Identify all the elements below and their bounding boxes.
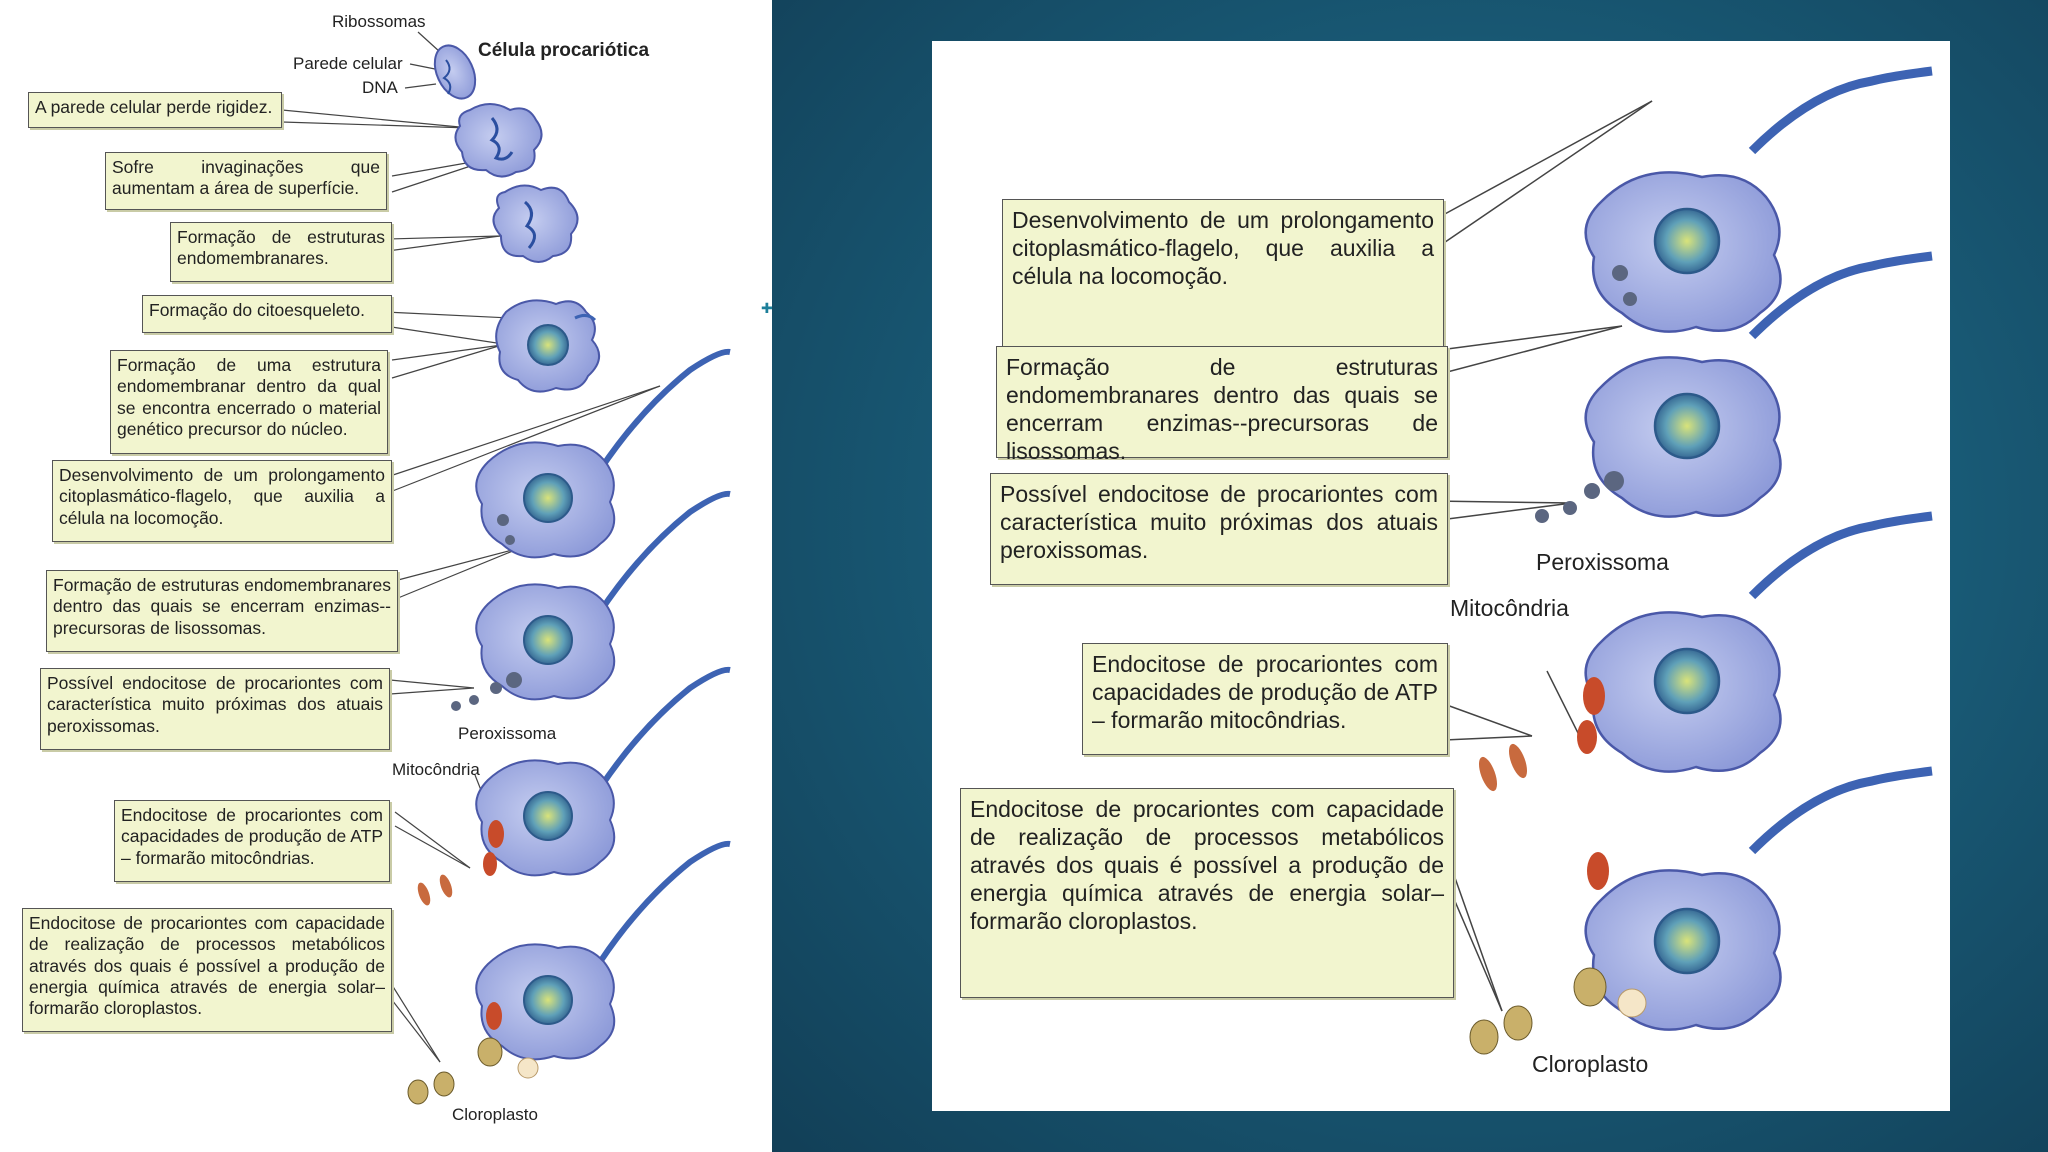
stage-5-cell <box>476 352 730 558</box>
right-label-chloroplast: Cloroplasto <box>1532 1051 1649 1077</box>
caption-cytoskeleton: Formação do citoesqueleto. <box>142 295 392 333</box>
caption-peroxisomes: Possível endocitose de procariontes com característica muito próximas dos atuais peroxissomas. <box>40 668 390 750</box>
label-mitochondria: Mitocôndria <box>392 760 480 779</box>
right-caption-chloroplasts: Endocitose de procariontes com capacidade de realização de processos metabólicos através dos quais é possível a produção de energia química através de energia solar–formarão cloroplastos. <box>960 788 1454 998</box>
caption-flagellum: Desenvolvimento de um prolongamento citoplasmático-flagelo, que auxilia a célula na locomoção. <box>52 460 392 542</box>
right-stage-chloroplast-cell <box>1470 771 1932 1054</box>
caption-wall-rigidity: A parede celular perde rigidez. <box>28 92 282 128</box>
label-dna: DNA <box>362 78 398 97</box>
stage-3-cell <box>493 185 577 262</box>
right-label-mitochondria: Mitocôndria <box>1450 595 1569 621</box>
caption-invaginations: Sofre invaginações que aumentam a área de superfície. <box>105 152 387 210</box>
stage-2-cell <box>455 104 541 177</box>
right-caption-peroxisomes: Possível endocitose de procariontes com característica muito próximas dos atuais peroxissomas. <box>990 473 1448 585</box>
label-cell-wall: Parede celular <box>293 54 403 73</box>
prokaryote-cell <box>427 39 483 105</box>
caption-mitochondria: Endocitose de procariontes com capacidades de produção de ATP – formarão mitocôndrias. <box>114 800 390 882</box>
caption-chloroplasts: Endocitose de procariontes com capacidade de realização de processos metabólicos através dos quais é possível a produção de energia química através de energia solar–formarão cloroplastos. <box>22 908 392 1032</box>
stage-8-cell <box>408 844 730 1104</box>
caption-endomembranes: Formação de estruturas endomembranares. <box>170 222 392 282</box>
right-caption-mitochondria: Endocitose de procariontes com capacidades de produção de ATP – formarão mitocôndrias. <box>1082 643 1448 755</box>
caption-nucleus-precursor: Formação de uma estrutura endomembranar dentro da qual se encontra encerrado o material genético precursor do núcleo. <box>110 350 388 454</box>
right-caption-lysosomes: Formação de estruturas endomembranares dentro das quais se encerram enzimas--precursoras de lisossomas. <box>996 346 1448 458</box>
plus-icon: ✚ <box>761 300 773 316</box>
label-peroxisome: Peroxissoma <box>458 724 557 743</box>
right-label-peroxisome: Peroxissoma <box>1536 549 1669 575</box>
right-caption-flagellum: Desenvolvimento de um prolongamento citoplasmático-flagelo, que auxilia a célula na locomoção. <box>1002 199 1444 351</box>
left-figure <box>0 0 772 1152</box>
caption-lysosomes: Formação de estruturas endomembranares dentro das quais se encerram enzimas--precursoras de lisossomas. <box>46 570 398 652</box>
label-ribosomes: Ribossomas <box>332 12 426 31</box>
right-figure <box>932 41 1950 1111</box>
label-prokaryotic-cell: Célula procariótica <box>478 40 650 61</box>
label-chloroplast: Cloroplasto <box>452 1105 538 1124</box>
